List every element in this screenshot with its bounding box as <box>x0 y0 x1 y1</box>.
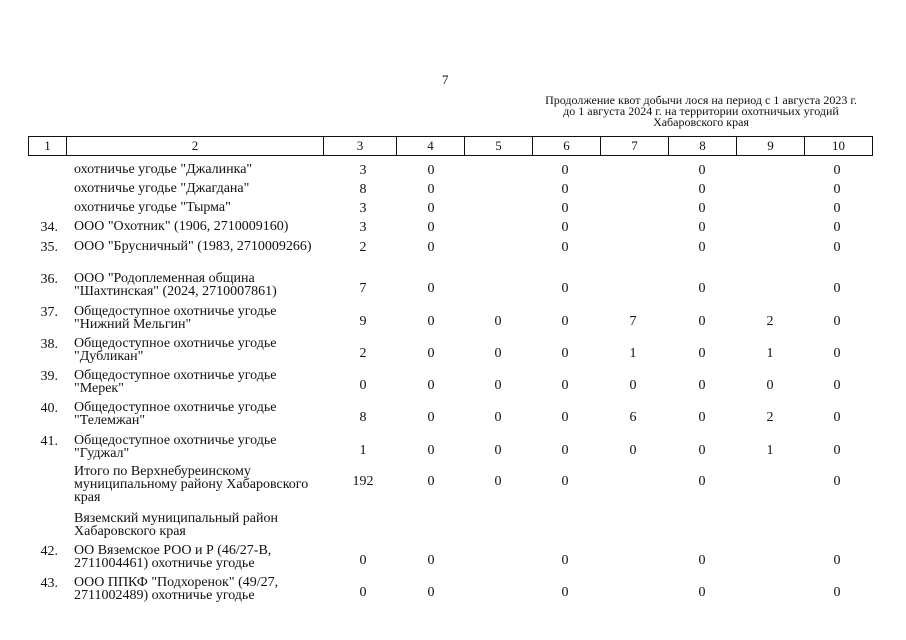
header-col-7: 7 <box>601 137 669 156</box>
header-row <box>29 137 873 156</box>
value-col-4: 0 <box>427 201 435 216</box>
value-col-3: 192 <box>352 474 374 489</box>
value-col-6: 0 <box>561 410 569 425</box>
value-col-8: 0 <box>698 346 706 361</box>
value-col-4: 0 <box>427 182 435 197</box>
value-col-8: 0 <box>698 553 706 568</box>
row-number: 38. <box>40 337 58 352</box>
value-col-3: 0 <box>359 585 367 600</box>
row-number: 35. <box>40 240 58 255</box>
value-col-3: 2 <box>359 240 367 255</box>
value-col-9: 1 <box>766 346 774 361</box>
value-col-10: 0 <box>833 220 841 235</box>
value-col-4: 0 <box>427 410 435 425</box>
header-col-2: 2 <box>67 137 324 156</box>
row-name: ОО Вяземское РОО и Р (46/27-В, 2711004461) охотничье угодье <box>74 543 272 571</box>
value-col-5: 0 <box>494 410 502 425</box>
value-col-8: 0 <box>698 240 706 255</box>
value-col-8: 0 <box>698 474 706 489</box>
value-col-3: 8 <box>359 182 367 197</box>
value-col-3: 1 <box>359 443 367 458</box>
value-col-4: 0 <box>427 281 435 296</box>
row-number: 43. <box>40 576 58 591</box>
value-col-8: 0 <box>698 220 706 235</box>
header-col-6: 6 <box>533 137 601 156</box>
value-col-6: 0 <box>561 182 569 197</box>
row-name: Общедоступное охотничье угодье "Нижний Мельгин" <box>74 304 277 332</box>
value-col-5: 0 <box>494 474 502 489</box>
value-col-6: 0 <box>561 163 569 178</box>
value-col-3: 0 <box>359 553 367 568</box>
value-col-10: 0 <box>833 443 841 458</box>
value-col-8: 0 <box>698 281 706 296</box>
value-col-3: 0 <box>359 378 367 393</box>
value-col-6: 0 <box>561 281 569 296</box>
row-number: 41. <box>40 434 58 449</box>
value-col-10: 0 <box>833 163 841 178</box>
value-col-10: 0 <box>833 182 841 197</box>
value-col-3: 9 <box>359 314 367 329</box>
value-col-8: 0 <box>698 410 706 425</box>
value-col-9: 0 <box>766 378 774 393</box>
value-col-3: 8 <box>359 410 367 425</box>
value-col-10: 0 <box>833 474 841 489</box>
value-col-7: 7 <box>629 314 637 329</box>
value-col-7: 1 <box>629 346 637 361</box>
value-col-6: 0 <box>561 346 569 361</box>
value-col-4: 0 <box>427 240 435 255</box>
row-name: охотничье угодье "Джалинка" <box>74 162 253 177</box>
row-name: Общедоступное охотничье угодье "Гуджал" <box>74 433 277 461</box>
header-col-3: 3 <box>324 137 397 156</box>
value-col-9: 1 <box>766 443 774 458</box>
value-col-7: 0 <box>629 378 637 393</box>
header-col-8: 8 <box>669 137 737 156</box>
row-name: ООО "Охотник" (1906, 2710009160) <box>74 219 289 234</box>
value-col-8: 0 <box>698 163 706 178</box>
row-name: Общедоступное охотничье угодье "Телемжан" <box>74 400 277 428</box>
header-col-5: 5 <box>465 137 533 156</box>
value-col-6: 0 <box>561 378 569 393</box>
row-name: ООО ППКФ "Подхоренок" (49/27, 2711002489) охотничье угодье <box>74 575 279 603</box>
value-col-10: 0 <box>833 314 841 329</box>
row-number: 40. <box>40 401 58 416</box>
value-col-10: 0 <box>833 378 841 393</box>
value-col-7: 6 <box>629 410 637 425</box>
value-col-3: 3 <box>359 201 367 216</box>
header-col-9: 9 <box>737 137 805 156</box>
value-col-8: 0 <box>698 378 706 393</box>
row-name: охотничье угодье "Джагдана" <box>74 181 250 196</box>
value-col-10: 0 <box>833 201 841 216</box>
value-col-4: 0 <box>427 346 435 361</box>
value-col-6: 0 <box>561 240 569 255</box>
value-col-6: 0 <box>561 553 569 568</box>
value-col-10: 0 <box>833 346 841 361</box>
value-col-10: 0 <box>833 240 841 255</box>
value-col-6: 0 <box>561 314 569 329</box>
row-name: ООО "Родоплеменная община "Шахтинская" (2024, 2710007861) <box>74 271 277 299</box>
value-col-4: 0 <box>427 163 435 178</box>
row-number: 39. <box>40 369 58 384</box>
value-col-6: 0 <box>561 585 569 600</box>
value-col-3: 3 <box>359 163 367 178</box>
value-col-7: 0 <box>629 443 637 458</box>
value-col-4: 0 <box>427 378 435 393</box>
value-col-4: 0 <box>427 314 435 329</box>
value-col-9: 2 <box>766 410 774 425</box>
table-caption: Продолжение квот добычи лося на период с 1 августа 2023 г. до 1 августа 2024 г. на территории охотничьих угодий Хабаровского края <box>545 93 857 129</box>
value-col-8: 0 <box>698 585 706 600</box>
value-col-6: 0 <box>561 443 569 458</box>
value-col-5: 0 <box>494 443 502 458</box>
row-name: ООО "Брусничный" (1983, 2710009266) <box>74 239 312 254</box>
row-number: 34. <box>40 220 58 235</box>
header-col-1: 1 <box>29 137 67 156</box>
value-col-3: 2 <box>359 346 367 361</box>
row-name: Итого по Верхнебуреинскому муниципальному району Хабаровского края <box>74 464 309 505</box>
value-col-3: 7 <box>359 281 367 296</box>
value-col-8: 0 <box>698 201 706 216</box>
header-col-4: 4 <box>397 137 465 156</box>
value-col-5: 0 <box>494 346 502 361</box>
value-col-6: 0 <box>561 201 569 216</box>
value-col-8: 0 <box>698 314 706 329</box>
page-number: 7 <box>442 72 449 87</box>
row-name: Общедоступное охотничье угодье "Мерек" <box>74 368 277 396</box>
value-col-3: 3 <box>359 220 367 235</box>
value-col-8: 0 <box>698 182 706 197</box>
value-col-4: 0 <box>427 220 435 235</box>
row-number: 37. <box>40 305 58 320</box>
header-col-10: 10 <box>805 137 873 156</box>
value-col-8: 0 <box>698 443 706 458</box>
value-col-4: 0 <box>427 553 435 568</box>
value-col-6: 0 <box>561 474 569 489</box>
value-col-4: 0 <box>427 443 435 458</box>
value-col-4: 0 <box>427 585 435 600</box>
row-name: Вяземский муниципальный район Хабаровского края <box>74 511 278 539</box>
row-number: 42. <box>40 544 58 559</box>
value-col-6: 0 <box>561 220 569 235</box>
column-header-table <box>28 136 873 156</box>
value-col-10: 0 <box>833 585 841 600</box>
value-col-5: 0 <box>494 314 502 329</box>
value-col-10: 0 <box>833 281 841 296</box>
row-name: Общедоступное охотничье угодье "Дубликан" <box>74 336 277 364</box>
value-col-10: 0 <box>833 553 841 568</box>
value-col-9: 2 <box>766 314 774 329</box>
row-name: охотничье угодье "Тырма" <box>74 200 231 215</box>
row-number: 36. <box>40 272 58 287</box>
value-col-5: 0 <box>494 378 502 393</box>
value-col-4: 0 <box>427 474 435 489</box>
value-col-10: 0 <box>833 410 841 425</box>
